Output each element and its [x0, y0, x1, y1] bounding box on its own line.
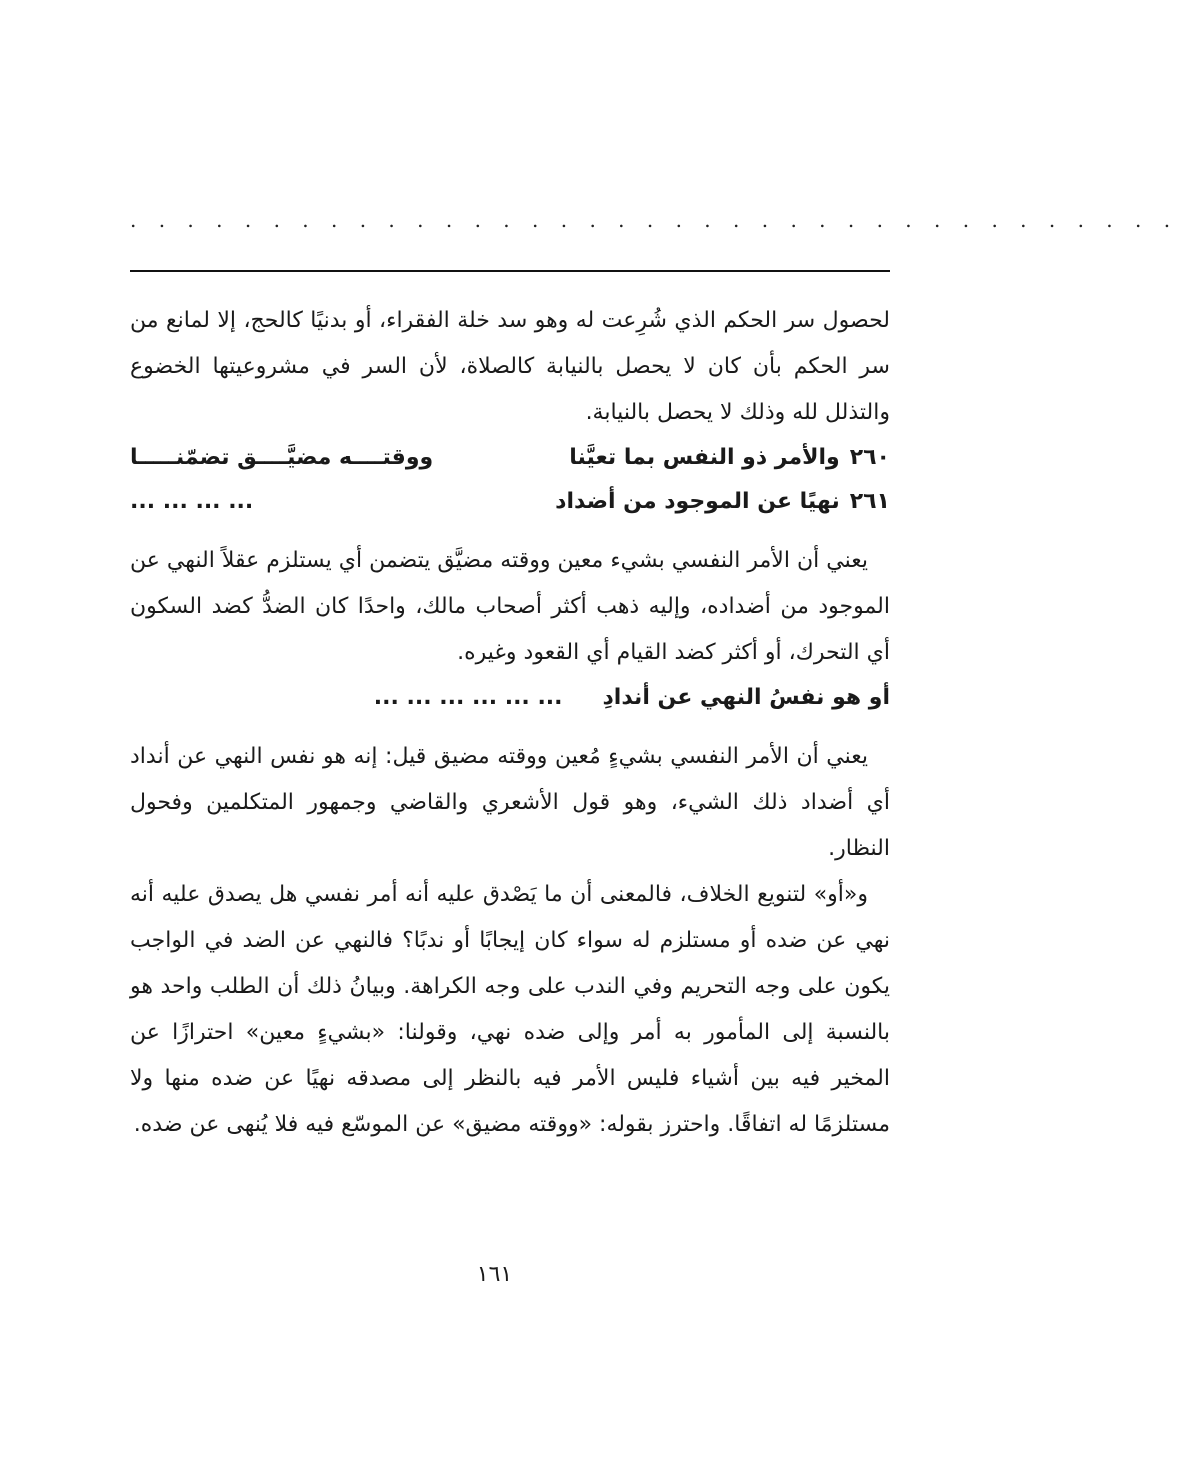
paragraph-1: لحصول سر الحكم الذي شُرِعت له وهو سد خلة الفقراء، أو بدنيًا كالحج، إلا لمانع من سر الحكم بأن كان لا يحصل بالنيابة كالصلاة، لأن السر في مشروعيتها الخضوع والتذلل لله وذلك لا يحصل بالنيابة.: [130, 308, 890, 425]
verse-260-first-hemistich: [569, 436, 890, 480]
paragraph-2: يعني أن الأمر النفسي بشيء معين ووقته مضيَّق يتضمن أي يستلزم عقلاً النهي عن الموجود من أضداده، وإليه ذهب أكثر أصحاب مالك، واحدًا كان الضدُّ كضد السكون أي التحرك، أو أكثر كضد القيام أي القعود وغيره.: [130, 548, 890, 665]
verse-261-number: ٢٦١: [849, 489, 890, 514]
verse-260: [130, 436, 890, 480]
verse-261-first-hemistich: [555, 480, 890, 524]
verse-line-3: [130, 676, 890, 720]
verse-261-second-hemistich: ... ... ... ...: [130, 489, 254, 514]
verse-261: [130, 480, 890, 524]
separator-dots: . . . . . . . . . . . . . . . . . . . . . . . . . . . . . . . . . . . . .: [130, 208, 1178, 232]
paragraph-4: و«أو» لتنويع الخلاف، فالمعنى أن ما يَصْدق عليه أنه أمر نفسي هل يصدق عليه أنه نهي عن ضده أو مستلزم له سواء كان إيجابًا أو ندبًا؟ فالنهي عن الضد في الواجب يكون على وجه التحريم وفي الندب على وجه الكراهة. وبيانُ ذلك أن الطلب واحد هو بالنسبة إلى المأمور به أمر وإلى ضده نهي، وقولنا: «بشيءٍ معين» احترازًا عن المخير فيه بين أشياء فليس الأمر فيه بالنظر إلى مصدقه نهيًا عن ضده منها ولا مستلزمًا له اتفاقًا. واحترز بقوله: «ووقته مضيق» عن الموسّع فيه فلا يُنهى عن ضده.: [130, 882, 890, 1137]
paragraph-3: يعني أن الأمر النفسي بشيءٍ مُعين ووقته مضيق قيل: إنه هو نفس النهي عن أنداد أي أضداد ذلك الشيء، وهو قول الأشعري والقاضي وجمهور المتكلمين وفحول النظار.: [130, 744, 890, 861]
verse-260-first-text: والأمر ذو النفس بما تعيَّنا: [569, 445, 840, 470]
verse-261-first-text: نهيًا عن الموجود من أضداد: [555, 489, 840, 514]
verse-line-3-second-hemistich: أو هو نفسُ النهي عن أندادِ: [602, 685, 890, 710]
verse-260-number: ٢٦٠: [849, 445, 890, 470]
verse-line-3-first-hemistich: ... ... ... ... ... ...: [373, 685, 563, 710]
body-text: [130, 298, 890, 1148]
page-number: ١٦١: [476, 1262, 513, 1287]
verse-260-second-hemistich: ووقتــــه مضيَّــــق تضمّنـــــا: [130, 445, 434, 470]
footnote-rule: [130, 270, 890, 272]
